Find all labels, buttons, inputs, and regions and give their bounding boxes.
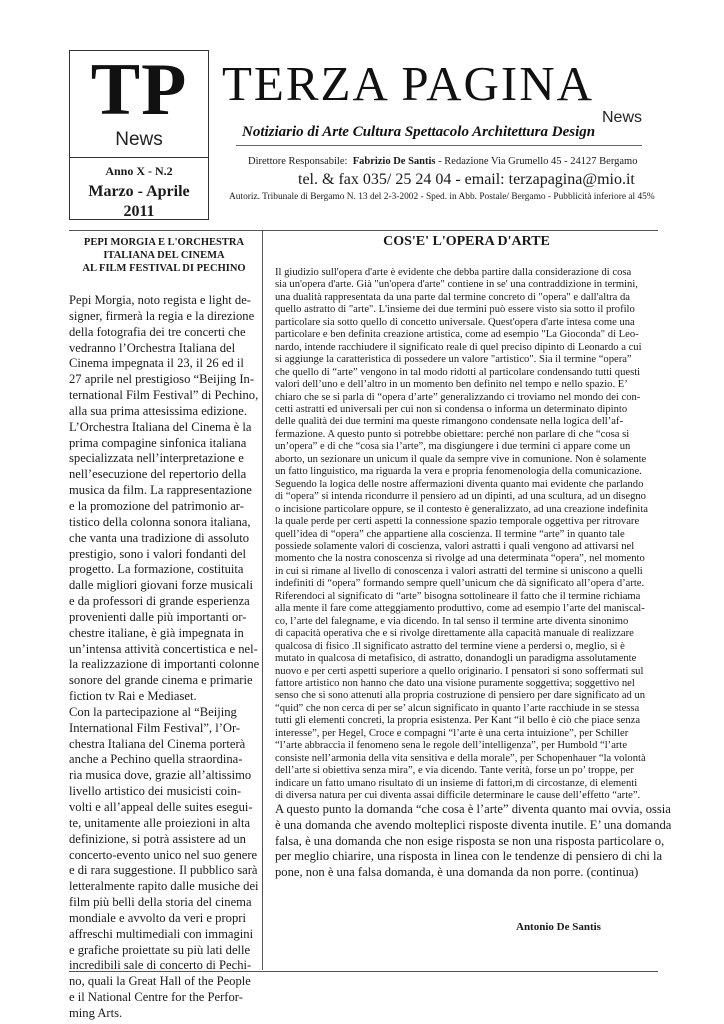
body-text-line: musica da film. La rappresentazione bbox=[69, 483, 252, 498]
body-text-line: particolare e ben definita creazione artistica, come ad esempio "La Gioconda" di Leo- bbox=[275, 329, 639, 341]
body-text-line: volti e all’appeal delle suites esegui- bbox=[69, 800, 253, 814]
body-text-line: film più belli della storia del cinema bbox=[69, 895, 252, 910]
body-text-line: falsa, è una domanda che non esige risposta se non una risposta particolare o, bbox=[275, 833, 665, 848]
headline-line: AL FILM FESTIVAL DI PECHINO bbox=[82, 263, 246, 274]
body-text-line: un’opera” e di che “cosa sia l’arte”, ma disgiungere i due termini ci appare come un bbox=[275, 441, 631, 453]
body-text-line: tutti gli elementi concreti, la propria esistenza. Per Kant “il bello è ciò che piace senza bbox=[275, 715, 641, 727]
body-text-line: “l’arte abbraccia il fenomeno sena le regole dell’intelligenza”, per Humbold “l’arte bbox=[275, 740, 628, 752]
right-article-headline: COS'E' L'OPERA D'ARTE bbox=[383, 234, 550, 249]
body-text-line: quello astratto di "arte". L'insieme dei due termini può essere visto sia sotto il profilo bbox=[275, 304, 635, 316]
body-text-line: dalle migliori giovani forze musicali bbox=[69, 578, 253, 593]
body-text-line: momento che la nostra conoscenza si rivolge ad una determinata “opera”, nel momento bbox=[275, 553, 645, 565]
body-text-line: vedranno l’Orchestra Italiana del bbox=[69, 340, 236, 355]
body-text-line: si aggiunge la caratteristica di possedere un valore "artistico". Sia il termine “opera” bbox=[275, 354, 632, 366]
body-text-line: e la promozione del patrimonio ar- bbox=[69, 498, 244, 513]
body-text-line: Cinema impegnata il 23, il 26 ed il bbox=[69, 356, 244, 371]
body-text-line: pone, non è una falsa domanda, è una domanda da non porre. (continua) bbox=[275, 864, 639, 879]
body-text-line: della fotografia dei tre concerti che bbox=[69, 324, 246, 339]
body-text-line: Pepi Morgia, noto regista e light de- bbox=[69, 293, 251, 307]
body-text-line: o incisione particolare oppure, se il contesto è generalizzato, ad una creazione indefinita bbox=[275, 503, 648, 515]
body-text-line: un fatto linguistico, ma riguarda la vera e propria fenomenologia della comunicazione. bbox=[275, 466, 642, 478]
body-text-line: Con la partecipazione al “Beijing bbox=[69, 704, 237, 719]
body-text-line: “quid” che non cerca di per se’ alcun significato in quanto l’arte racchiude in se stessa bbox=[275, 702, 640, 714]
body-text-line: un’intensa attività concertistica e nel- bbox=[69, 641, 258, 656]
issue-year: 2011 bbox=[123, 203, 155, 220]
body-text-line: nardo, intende racchiudere il significato reale di quel preciso dipinto di Leonardo a cui bbox=[275, 341, 642, 353]
body-text-line: sonore del grande cinema e primarie bbox=[69, 673, 253, 688]
body-text-line: no, quali la Great Hall of the People bbox=[69, 974, 251, 989]
body-text-line: dell’arte si obiettiva senza mira”, e via dicendo. Tante verità, forse un po’ troppe, per bbox=[275, 765, 634, 777]
body-text-line: Il giudizio sull'opera d'arte è evidente che debba partire dalla considerazione di cosa bbox=[275, 267, 632, 278]
body-text-line: letteralmente rapito dalle musiche dei bbox=[69, 879, 259, 894]
body-text-line: sia un'opera d'arte. Già "un'opera d'arte" contiene in se' una contraddizione in termini, bbox=[275, 279, 638, 291]
article-author: Antonio De Santis bbox=[516, 921, 601, 933]
body-text-line: in cui si rimane al livello di conoscenza i valori astratti del termine si uniscono a quelli bbox=[275, 565, 643, 577]
masthead-logo-box bbox=[69, 50, 209, 220]
body-text-line: te, unitamente alle proiezioni in alta bbox=[69, 815, 251, 830]
legal-line: Autoriz. Tribunale di Bergamo N. 13 del 2-3-2002 - Sped. in Abb. Postale/ Bergamo - Pubblicità inferiore al 45% bbox=[229, 192, 655, 202]
body-text-line: e di rara suggestione. Il pubblico sarà bbox=[69, 863, 258, 878]
body-text-line: prima compagine sinfonica italiana bbox=[69, 435, 247, 450]
logo-tp: TP bbox=[90, 49, 188, 131]
logo-news-label: News bbox=[115, 129, 163, 150]
headline-line: ITALIANA DEL CINEMA bbox=[103, 250, 225, 261]
body-text-line: consiste nell’armonia della vita sensitiva e della morale”, per Schopenhauer “la volontà bbox=[275, 752, 646, 764]
body-text-line: qualcosa di fisico .Il significato astratto del termine viene a perdersi o, meglio, si è bbox=[275, 640, 625, 652]
body-text-line: e da professori di grande esperienza bbox=[69, 594, 250, 609]
body-text-line: di “opera” si intenda ricondurre il pensiero ad un dipinti, ad una scultura, ad un disegno bbox=[275, 491, 646, 503]
body-text-line: signer, firmerà la regia e la direzione bbox=[69, 308, 255, 323]
body-text-line: e il National Centre for the Perfor- bbox=[69, 990, 243, 1005]
right-article-body bbox=[275, 267, 672, 880]
body-text-line: che quello di “arte” vengono in tal modo ridotti al particolare condensando tutti questi bbox=[275, 366, 641, 378]
body-text-line: affreschi multimediali con immagini bbox=[69, 926, 254, 941]
masthead-news-label: News bbox=[601, 109, 642, 126]
body-text-line: L’Orchestra Italiana del Cinema è la bbox=[69, 419, 252, 434]
body-text-line: incredibili sale di concerto di Pechi- bbox=[69, 958, 252, 973]
body-text-line: ternational Film Festival” di Pechino, bbox=[69, 388, 259, 403]
body-text-line: fiction tv Rai e Mediaset. bbox=[69, 689, 197, 704]
masthead-divider bbox=[236, 145, 642, 146]
body-text-line: possiede solamente valori di coscienza, valori astratti i quali vengono ad attivarsi nel bbox=[275, 540, 635, 552]
body-text-line: specializzata nell’interpretazione e bbox=[69, 451, 244, 466]
body-text-line: A questo punto la domanda “che cosa è l’arte” diventa quanto mai ovvia, ossia bbox=[275, 802, 671, 817]
issue-months: Marzo - Aprile bbox=[88, 183, 190, 200]
body-text-line: chiaro che se si parla di “opera d’arte” generalizzando ci troviamo nel mondo dei con- bbox=[275, 391, 641, 403]
body-text-line: la quale perde per certi aspetti la connessione spazio temporale oggettiva per ritrovare bbox=[275, 516, 640, 528]
body-text-line: tistico della colonna sonora italiana, bbox=[69, 514, 251, 529]
body-text-line: valori dell’uno e dell’altro in un momento ben definito nel tempo e nello spazio. E’ bbox=[275, 379, 628, 391]
body-text-line: nell’esecuzione del repertorio della bbox=[69, 467, 247, 482]
newspaper-subtitle: Notiziario di Arte Cultura Spettacolo Architettura Design bbox=[242, 124, 596, 140]
body-text-line: chestra Italiana del Cinema porterà bbox=[69, 736, 246, 751]
body-text-line: concerto-evento unico nel suo genere bbox=[69, 847, 258, 862]
body-text-line: alla mente il fare come atteggiamento produttivo, come ad esempio l’arte del maniscal- bbox=[275, 603, 645, 615]
body-text-line: aborto, un sezionare un unicum il quale da sempre vive in comunione. Non è solamente bbox=[275, 453, 647, 465]
body-text-line: progetto. La formazione, costituita bbox=[69, 562, 244, 577]
body-text-line: fattore artistico non hanno che dato una visione puramente soggettiva; soggettivo nel bbox=[275, 677, 635, 689]
body-text-line: alla sua prima attesissima edizione. bbox=[69, 403, 248, 418]
director-name: Fabrizio De Santis bbox=[352, 156, 436, 167]
body-text-line: interesse”, per Hegel, Croce e compagni “l’arte è una certa intuizione”, per Schiller bbox=[275, 727, 629, 739]
left-article-headline bbox=[69, 236, 259, 275]
body-text-line: co, l’arte del falegname, e via dicendo. In tal senso il termine arte diventa sinonimo bbox=[275, 615, 629, 627]
body-text-line: indicare un fatto umano risultato di un insieme di fattori,m di circostanze, di elementi bbox=[275, 777, 638, 789]
body-text-line: fermazione. A questo punto si potrebbe obiettare: perché non parlare di che “cosa si bbox=[275, 428, 630, 440]
body-text-line: indefiniti di “opera” formando sempre quell’unicum che dà significato all’opera d’arte. bbox=[275, 578, 645, 590]
director-label: Direttore Responsabile: bbox=[248, 156, 348, 167]
body-text-line: ming Arts. bbox=[69, 1005, 123, 1020]
body-text-line: una dualità rappresentata da una parte dal termine concreto di "opera" e dall'altra da bbox=[275, 291, 630, 303]
column-divider bbox=[262, 230, 263, 970]
body-text-line: provenienti dalle più importanti or- bbox=[69, 609, 247, 624]
body-text-line: Seguendo la logica delle nostre affermazioni diventa quanto mai evidente che parlando bbox=[275, 478, 644, 490]
newspaper-title: TERZA PAGINA bbox=[222, 56, 595, 111]
body-text-line: anche a Pechino quella straordina- bbox=[69, 752, 243, 767]
contact-line: tel. & fax 035/ 25 24 04 - email: terzapagina@mio.it bbox=[298, 171, 635, 188]
body-text-line: livello artistico dei musicisti coin- bbox=[69, 784, 242, 799]
body-text-line: delle qualità dei due termini ma queste rimangono condensate nella logica dell’af- bbox=[275, 416, 623, 428]
body-text-line: mutato in qualcosa di metafisico, di astratto, donandogli un paradigma assolutamente bbox=[275, 653, 637, 665]
body-text-line: chestre italiane, è già impegnata in bbox=[69, 625, 244, 640]
director-address: - Redazione Via Grumello 45 - 24127 Bergamo bbox=[438, 156, 638, 167]
body-text-line: la realizzazione di importanti colonne bbox=[69, 657, 260, 672]
headline-line: PEPI MORGIA E L'ORCHESTRA bbox=[83, 237, 245, 248]
body-text-line: ria musica dove, grazie all’altissimo bbox=[69, 768, 252, 783]
body-text-line: particolare sia sotto quello di concetto universale. Quest'opera d'arte intesa come una bbox=[275, 316, 635, 328]
body-text-line: prestigio, sono i valori fondanti del bbox=[69, 546, 246, 561]
body-text-line: per meglio chiarire, una risposta in linea con le tendenze di pensiero di chi la bbox=[275, 849, 663, 864]
issue-number: Anno X - N.2 bbox=[105, 164, 173, 178]
content-top-rule bbox=[69, 230, 658, 231]
body-text-line: mondiale e avvolto da veri e propri bbox=[69, 910, 246, 925]
body-text-line: di diversa natura per cui diventa assai difficile determinare le cause dell’effetto “arte”. bbox=[275, 790, 641, 802]
body-text-line: nuovo e per certi aspetti superiore a quello originario. I pensatori si sono soffermati sul bbox=[275, 665, 644, 677]
body-text-line: e grafiche proiettate su più lati delle bbox=[69, 942, 251, 957]
body-text-line: International Film Festival”, l’Or- bbox=[69, 720, 241, 735]
body-text-line: senso che si sono attenuti alla propria costruzione di pensiero per dare significato ad un bbox=[275, 690, 646, 702]
body-text-line: 27 aprile nel prestigioso “Beijing In- bbox=[69, 372, 255, 387]
director-line bbox=[248, 156, 637, 167]
body-text-line: che vanta una tradizione di assoluto bbox=[69, 530, 250, 545]
body-text-line: quell’idea di “opera” che appartiene alla coscienza. Il termine “arte” in quanto tale bbox=[275, 528, 625, 540]
body-text-line: di capacità operativa che e si rivolge direttamente alla capacità manuale di realizzare bbox=[275, 628, 634, 640]
body-text-line: definizione, si potrà assistere ad un bbox=[69, 831, 246, 846]
left-article-body bbox=[69, 293, 260, 1022]
logo-divider bbox=[70, 157, 208, 158]
body-text-line: è una domanda che avendo molteplici risposte diventa inutile. E’ una domanda bbox=[275, 818, 672, 833]
body-text-line: cetti astratti ed universali per cui non si condensa o informa un determinato dipinto bbox=[275, 403, 628, 415]
body-text-line: Riferendoci al significato di “arte” bisogna sottolineare il fatto che il termine richiama bbox=[275, 590, 641, 602]
